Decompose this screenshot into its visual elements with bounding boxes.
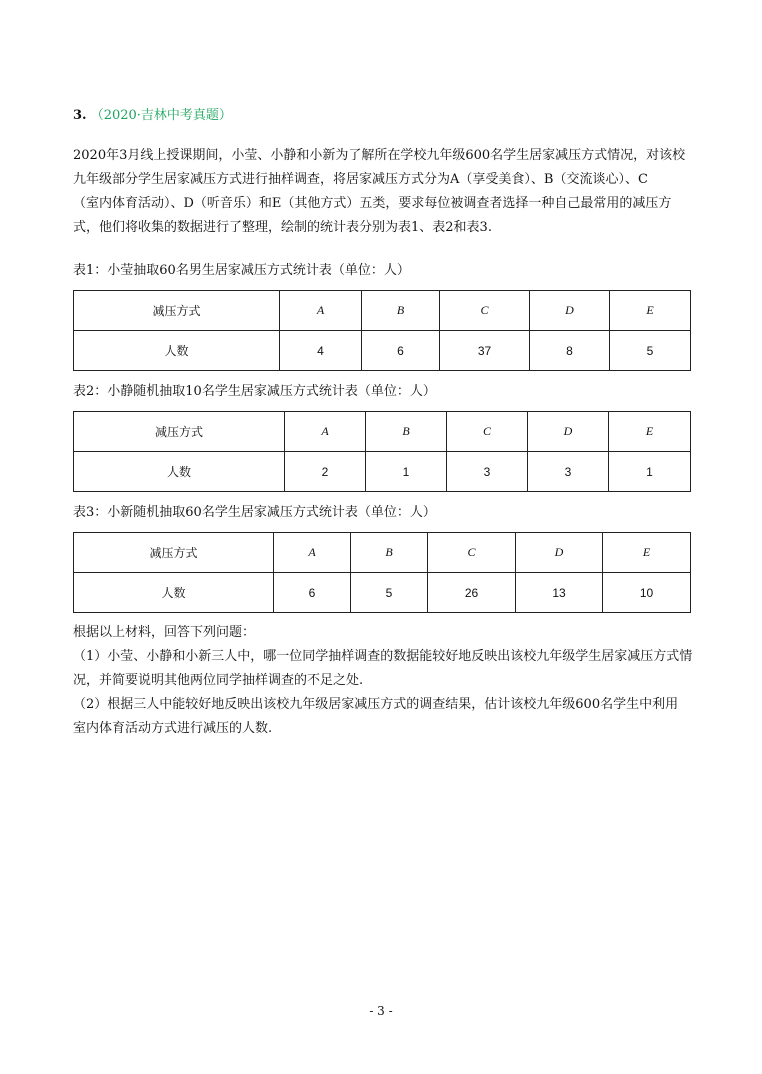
- questions-block: [73, 621, 693, 741]
- table1: [73, 290, 691, 371]
- intro-line: （室内体育活动）、D（听音乐）和E（其他方式）五类，要求每位被调查者选择一种自己最常用的减压方: [73, 196, 672, 211]
- row-label: 减压方式: [74, 533, 274, 573]
- value-cell: 26: [428, 573, 516, 613]
- part-line: 况，并简要说明其他两位同学抽样调查的不足之处.: [73, 673, 364, 688]
- value-cell: 5: [610, 331, 691, 371]
- value-cell: 4: [280, 331, 362, 371]
- category-cell: C: [428, 533, 516, 573]
- row-label: 人数: [74, 331, 280, 371]
- category-cell: E: [610, 291, 691, 331]
- question-number: 3.: [73, 108, 87, 123]
- value-cell: 6: [362, 331, 440, 371]
- value-cell: 1: [366, 452, 447, 492]
- table2: [73, 411, 691, 492]
- intro-line: 2020年3月线上授课期间，小莹、小静和小新为了解所在学校九年级600名学生居家减压方式情况，对该校: [73, 148, 686, 163]
- intro-line: 式，他们将收集的数据进行了整理，绘制的统计表分别为表1、表2和表3.: [73, 220, 492, 235]
- intro-paragraph: [73, 144, 693, 240]
- value-cell: 3: [447, 452, 528, 492]
- value-cell: 13: [516, 573, 603, 613]
- table-row: [74, 533, 691, 573]
- category-cell: E: [603, 533, 691, 573]
- category-cell: C: [447, 412, 528, 452]
- category-cell: B: [362, 291, 440, 331]
- table3: [73, 532, 691, 613]
- value-cell: 10: [603, 573, 691, 613]
- category-cell: D: [516, 533, 603, 573]
- table2-caption: 表2：小静随机抽取10名学生居家减压方式统计表（单位：人）: [73, 384, 436, 399]
- prompt-line: 根据以上材料，回答下列问题：: [73, 625, 256, 640]
- table-row: [74, 331, 691, 371]
- value-cell: 5: [351, 573, 428, 613]
- value-cell: 37: [440, 331, 530, 371]
- part-line: 室内体育活动方式进行减压的人数.: [73, 721, 273, 736]
- question-header: [73, 106, 232, 126]
- value-cell: 6: [274, 573, 351, 613]
- table-row: [74, 452, 691, 492]
- table-row: [74, 291, 691, 331]
- category-cell: A: [285, 412, 366, 452]
- row-label: 减压方式: [74, 412, 285, 452]
- value-cell: 3: [528, 452, 609, 492]
- category-cell: D: [528, 412, 609, 452]
- question-source: （2020·吉林中考真题）: [90, 108, 232, 123]
- table-row: [74, 412, 691, 452]
- category-cell: E: [609, 412, 691, 452]
- page-number: - 3 -: [369, 1004, 393, 1018]
- category-cell: B: [366, 412, 447, 452]
- table-row: [74, 573, 691, 613]
- part-line: （2）根据三人中能较好地反映出该校九年级居家减压方式的调查结果，估计该校九年级600名学生中利用: [73, 697, 679, 712]
- row-label: 减压方式: [74, 291, 280, 331]
- category-cell: A: [274, 533, 351, 573]
- category-cell: C: [440, 291, 530, 331]
- table3-caption: 表3：小新随机抽取60名学生居家减压方式统计表（单位：人）: [73, 505, 436, 520]
- category-cell: A: [280, 291, 362, 331]
- value-cell: 1: [609, 452, 691, 492]
- category-cell: D: [530, 291, 610, 331]
- row-label: 人数: [74, 452, 285, 492]
- category-cell: B: [351, 533, 428, 573]
- table1-caption: 表1：小莹抽取60名男生居家减压方式统计表（单位：人）: [73, 263, 410, 278]
- value-cell: 2: [285, 452, 366, 492]
- intro-line: 九年级部分学生居家减压方式进行抽样调查，将居家减压方式分为A（享受美食）、B（交流谈心）、C: [73, 172, 648, 187]
- value-cell: 8: [530, 331, 610, 371]
- row-label: 人数: [74, 573, 274, 613]
- part-line: （1）小莹、小静和小新三人中，哪一位同学抽样调查的数据能较好地反映出该校九年级学生居家减压方式情: [73, 649, 693, 664]
